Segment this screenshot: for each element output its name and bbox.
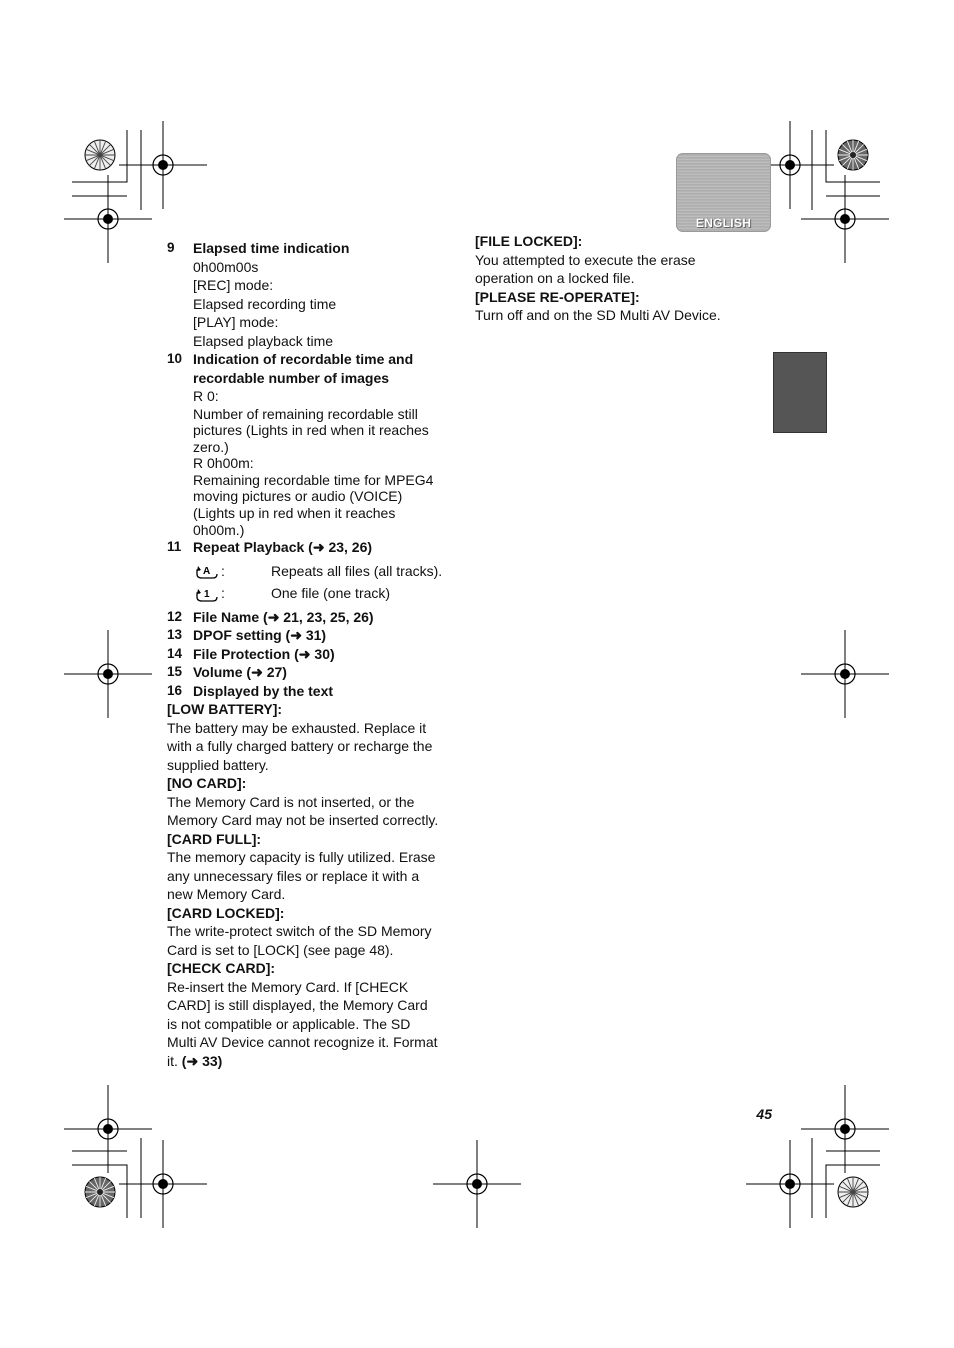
item-13 bbox=[167, 626, 457, 645]
item-15 bbox=[167, 663, 457, 682]
item-title: DPOF setting (➜ 31) bbox=[193, 627, 327, 644]
message-line: The Memory Card is not inserted, or the bbox=[167, 793, 415, 810]
body-line: moving pictures or audio (VOICE) bbox=[193, 488, 403, 505]
item-title-cont: recordable number of images bbox=[193, 369, 390, 386]
item-12 bbox=[167, 608, 457, 627]
item-title: Repeat Playback (➜ 23, 26) bbox=[193, 539, 373, 556]
message-line-last bbox=[167, 1052, 457, 1071]
item-16 bbox=[167, 682, 457, 701]
item-number: 11 bbox=[167, 539, 182, 555]
separator: : bbox=[221, 585, 225, 602]
message-line: You attempted to execute the erase bbox=[475, 251, 696, 268]
body-line: R 0h00m: bbox=[193, 455, 254, 472]
body-line: Elapsed recording time bbox=[193, 295, 337, 312]
item-number: 14 bbox=[167, 645, 183, 661]
message-heading: [LOW BATTERY]: bbox=[167, 701, 283, 718]
item-title: Indication of recordable time and bbox=[193, 351, 414, 367]
item-10 bbox=[167, 350, 457, 369]
message-line: Turn off and on the SD Multi AV Device. bbox=[475, 307, 721, 323]
body-line: [PLAY] mode: bbox=[193, 314, 279, 330]
body-line: Remaining recordable time for MPEG4 bbox=[193, 471, 434, 488]
message-line: CARD] is still displayed, the Memory Card bbox=[167, 997, 428, 1014]
message-low-battery bbox=[167, 700, 457, 774]
message-line: new Memory Card. bbox=[167, 886, 286, 903]
message-file-locked bbox=[475, 232, 755, 288]
item-title: Elapsed time indication bbox=[193, 240, 350, 256]
item-number: 9 bbox=[167, 240, 175, 255]
message-line: any unnecessary files or replace it with a bbox=[167, 867, 420, 884]
svg-text:1: 1 bbox=[204, 588, 210, 600]
item-number: 16 bbox=[167, 682, 183, 698]
item-10-body bbox=[167, 387, 457, 538]
svg-text:A: A bbox=[203, 566, 211, 577]
item-number: 12 bbox=[167, 608, 183, 624]
body-line: 0h00m.) bbox=[193, 521, 245, 538]
item-title: Volume (➜ 27) bbox=[193, 664, 287, 681]
body-line: zero.) bbox=[193, 438, 229, 455]
item-14 bbox=[167, 645, 457, 664]
message-please-re-operate bbox=[475, 288, 755, 325]
message-line: Re-insert the Memory Card. If [CHECK bbox=[167, 978, 409, 995]
language-tab bbox=[676, 153, 771, 232]
message-line: The memory capacity is fully utilized. Erase bbox=[167, 849, 436, 866]
message-line: The write-protect switch of the SD Memory bbox=[167, 923, 432, 940]
item-9 bbox=[167, 239, 457, 258]
body-line: (Lights up in red when it reaches bbox=[193, 505, 396, 522]
page-number: 45 bbox=[756, 1106, 772, 1122]
message-no-card bbox=[167, 774, 457, 830]
right-column bbox=[475, 232, 755, 325]
message-line: Multi AV Device cannot recognize it. Format bbox=[167, 1034, 438, 1051]
message-line-prefix: it. bbox=[167, 1052, 182, 1069]
repeat-all-description: Repeats all files (all tracks). bbox=[271, 562, 443, 579]
message-heading: [CARD FULL]: bbox=[167, 830, 262, 847]
separator: : bbox=[221, 562, 225, 579]
repeat-one-description: One file (one track) bbox=[271, 585, 391, 602]
message-heading: [NO CARD]: bbox=[167, 775, 247, 792]
message-line: The battery may be exhausted. Replace it bbox=[167, 719, 427, 736]
left-column bbox=[167, 239, 457, 1070]
message-card-locked bbox=[167, 904, 457, 960]
body-line: pictures (Lights in red when it reaches bbox=[193, 422, 429, 439]
message-heading: [CHECK CARD]: bbox=[167, 960, 276, 977]
repeat-one-icon bbox=[193, 585, 221, 603]
message-line: Card is set to [LOCK] (see page 48). bbox=[167, 941, 394, 958]
body-line: Elapsed playback time bbox=[193, 332, 334, 349]
message-line: operation on a locked file. bbox=[475, 270, 635, 286]
message-card-full bbox=[167, 830, 457, 904]
item-title: File Protection (➜ 30) bbox=[193, 645, 335, 662]
message-line: supplied battery. bbox=[167, 756, 269, 773]
item-number: 13 bbox=[167, 627, 183, 643]
message-line: is not compatible or applicable. The SD bbox=[167, 1015, 411, 1032]
body-line: [REC] mode: bbox=[193, 277, 274, 293]
body-line: 0h00m00s bbox=[193, 258, 259, 275]
repeat-modes bbox=[167, 560, 457, 605]
body-line: Number of remaining recordable still bbox=[193, 405, 418, 422]
message-heading: [FILE LOCKED]: bbox=[475, 233, 583, 249]
item-title: Displayed by the text bbox=[193, 682, 334, 699]
item-11 bbox=[167, 538, 457, 557]
body-line: R 0: bbox=[193, 388, 219, 404]
message-heading: [CARD LOCKED]: bbox=[167, 904, 285, 921]
message-line: with a fully charged battery or recharge the bbox=[167, 738, 433, 755]
message-line: Memory Card may not be inserted correctly. bbox=[167, 812, 439, 829]
repeat-all-icon bbox=[193, 562, 221, 580]
item-number: 10 bbox=[167, 351, 183, 366]
section-side-tab bbox=[773, 352, 827, 433]
page-reference: (➜ 33) bbox=[181, 1052, 223, 1069]
item-number: 15 bbox=[167, 664, 183, 680]
message-check-card bbox=[167, 959, 457, 1070]
repeat-one-row bbox=[193, 582, 457, 605]
language-tab-label: ENGLISH bbox=[695, 216, 752, 230]
item-9-body bbox=[167, 258, 457, 351]
repeat-all-row bbox=[193, 560, 457, 583]
message-heading: [PLEASE RE-OPERATE]: bbox=[475, 288, 640, 305]
item-title: File Name (➜ 21, 23, 25, 26) bbox=[193, 608, 374, 625]
